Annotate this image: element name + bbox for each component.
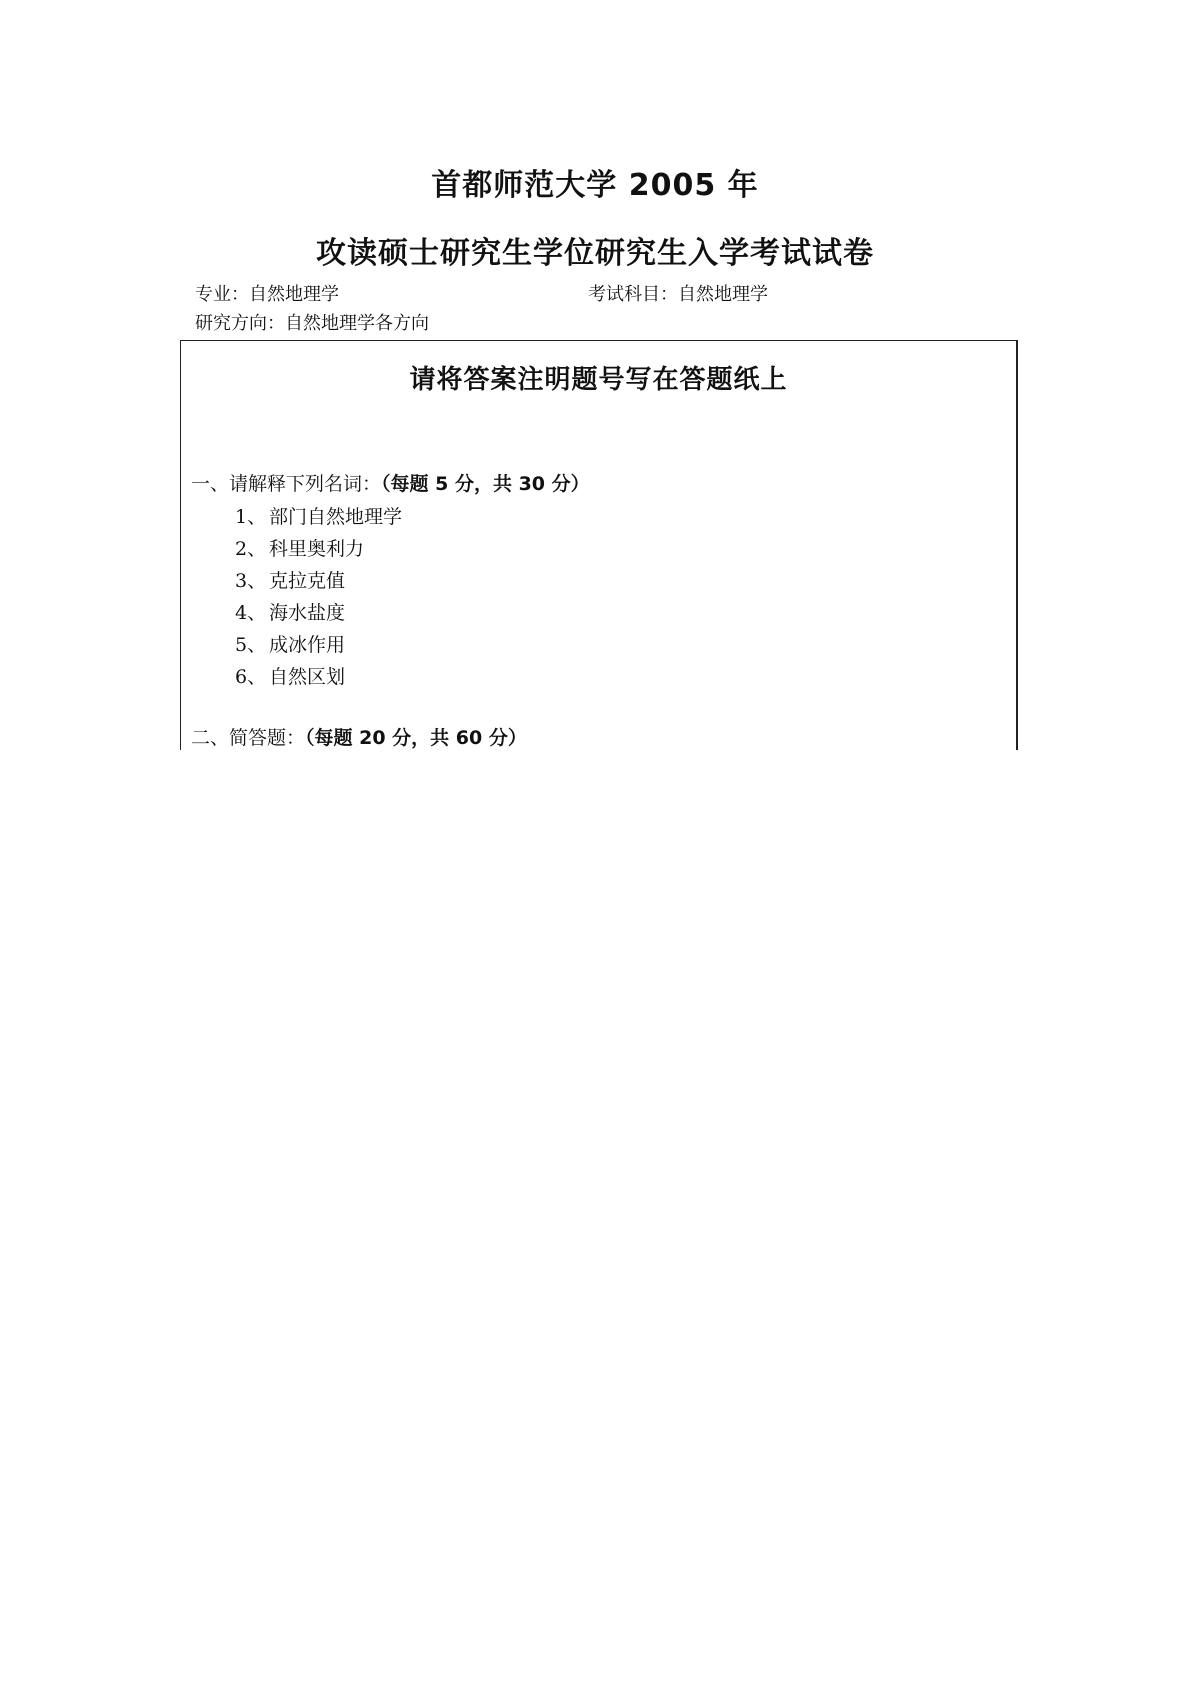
item-term: 自然区划: [269, 666, 346, 688]
question-box: [180, 340, 1018, 750]
item-number: 3、: [235, 570, 267, 592]
item-number: 1、: [235, 506, 267, 528]
section-2-points: （每题 20 分，共 60 分）: [305, 727, 527, 749]
exam-title-paper: 攻读硕士研究生学位研究生入学考试试卷: [316, 236, 874, 271]
list-item: [235, 661, 402, 693]
item-term: 科里奥利力: [269, 538, 365, 560]
item-number: 6、: [235, 666, 267, 688]
section-1-heading: [191, 469, 590, 496]
exam-subject-label: 考试科目：自然地理学: [588, 284, 768, 305]
section-1-label: 一、请解释下列名词：: [191, 473, 382, 495]
item-number: 5、: [235, 634, 267, 656]
section-2-heading: [191, 723, 527, 750]
answer-instruction: 请将答案注明题号写在答题纸上: [409, 365, 788, 395]
list-item: [235, 597, 402, 629]
section-2-label: 二、简答题：: [191, 727, 306, 749]
item-number: 4、: [235, 602, 267, 624]
exam-title-university-year: 首都师范大学 2005 年: [431, 168, 759, 203]
item-term: 克拉克值: [269, 570, 346, 592]
item-number: 2、: [235, 538, 267, 560]
list-item: [235, 533, 402, 565]
list-item: [235, 501, 402, 533]
item-term: 部门自然地理学: [269, 506, 403, 528]
research-direction-label: 研究方向：自然地理学各方向: [195, 313, 429, 334]
major-label: 专业：自然地理学: [195, 284, 339, 305]
item-term: 成冰作用: [269, 634, 346, 656]
section-1-points: （每题 5 分，共 30 分）: [381, 473, 590, 495]
list-item: [235, 565, 402, 597]
item-term: 海水盐度: [269, 602, 346, 624]
list-item: [235, 629, 402, 661]
term-list: [235, 501, 402, 693]
